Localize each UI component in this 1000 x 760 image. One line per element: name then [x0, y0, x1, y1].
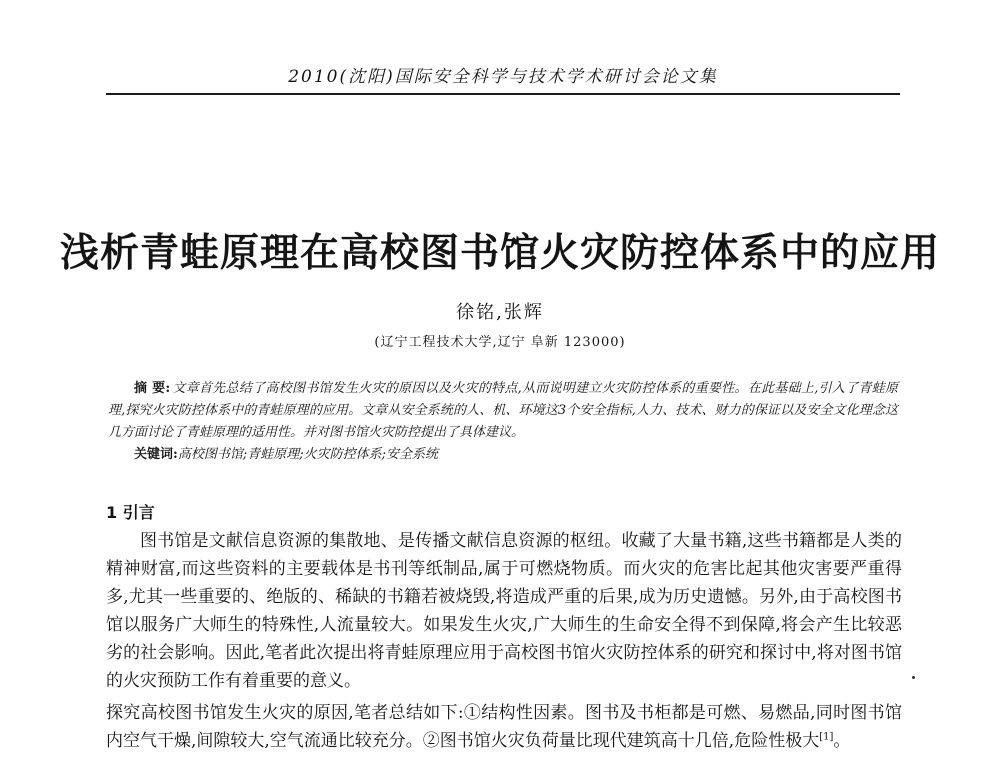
- keywords: [134, 444, 900, 466]
- abstract-label: 摘 要:: [134, 381, 171, 396]
- body-paragraph-1: 图书馆是文献信息资源的集散地、是传播文献信息资源的枢纽。收藏了大量书籍,这些书籍都是人类的精神财富,而这些资料的主要载体是书刊等纸制品,属于可燃烧物质。而火灾的危害比起其他灾害要严重得多,尤其一些重要的、绝版的、稀缺的书籍若被烧毁,将造成严重的后果,成为历史遗憾。另外,由于高校图书馆以服务广大师生的特殊性,人流量较大。如果发生火灾,广大师生的生命安全得不到保障,将会产生比较恶劣的社会影响。因此,笔者此次提出将青蛙原理应用于高校图书馆火灾防控体系的研究和探讨中,将对图书馆的火灾预防工作有着重要的意义。: [106, 531, 902, 691]
- keywords-text: 高校图书馆;青蛙原理;火灾防控体系;安全系统: [177, 447, 438, 462]
- abstract-text: 文章首先总结了高校图书馆发生火灾的原因以及火灾的特点,从而说明建立火灾防控体系的重要性。在此基础上,引入了青蛙原理,探究火灾防控体系中的青蛙原理的应用。文章从安全系统的人、机、环境这3个安全指标,人力、技术、财力的保证以及安全文化理念这几方面讨论了青蛙原理的适用性。并对图书馆火灾防控提出了具体建议。: [108, 381, 899, 440]
- paper-title: 浅析青蛙原理在高校图书馆火灾防控体系中的应用: [60, 230, 941, 276]
- abstract: [108, 378, 898, 444]
- header-rule: [106, 93, 900, 95]
- running-header: 2010(沈阳)国际安全科学与技术学术研讨会论文集: [288, 67, 718, 87]
- authors: 徐铭,张辉: [456, 302, 544, 323]
- section-heading: 1 引言: [106, 503, 155, 522]
- body-paragraph-2: [106, 699, 902, 755]
- reference-marker[interactable]: [1]: [819, 731, 834, 743]
- affiliation: (辽宁工程技术大学,辽宁 阜新 123000): [374, 335, 626, 350]
- body-paragraph-2-text: 探究高校图书馆发生火灾的原因,笔者总结如下:①结构性因素。图书及书柜都是可燃、易燃品,同时图书馆内空气干燥,间隙较大,空气流通比较充分。②图书馆火灾负荷量比现代建筑高十几倍,危险性极大: [106, 703, 902, 751]
- scan-artifact: [912, 676, 915, 679]
- body-paragraph-2-end: 。: [833, 731, 851, 751]
- keywords-label: 关键词:: [134, 447, 178, 462]
